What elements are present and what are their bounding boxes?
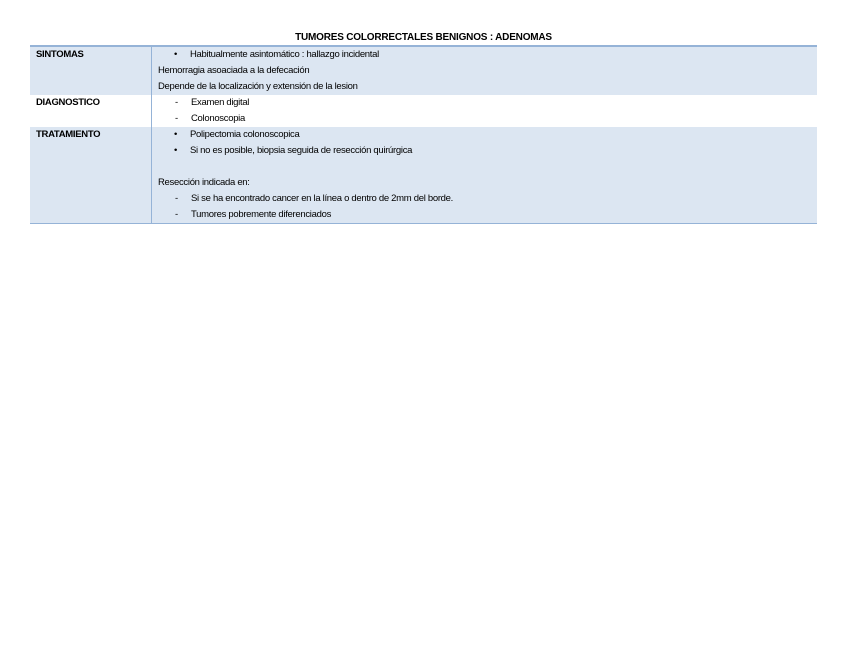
row-content-sintomas: [152, 46, 818, 95]
dash-icon: -: [175, 113, 178, 124]
table-row-sintomas: [30, 46, 817, 95]
dash-icon: -: [175, 97, 178, 108]
list-item: [158, 127, 817, 143]
list-item-text: Si se ha encontrado cancer en la línea o dentro de 2mm del borde.: [191, 193, 453, 204]
list-item: [158, 191, 817, 207]
document-title: TUMORES COLORRECTALES BENIGNOS : ADENOMAS: [295, 32, 552, 43]
list-item-text: Examen digital: [191, 97, 250, 108]
row-label-sintomas: SINTOMAS: [30, 46, 152, 95]
blank-line: [158, 159, 817, 175]
bullet-icon: •: [174, 145, 178, 156]
dash-icon: -: [175, 193, 178, 204]
subheading: Resección indicada en:: [158, 177, 250, 188]
list-item-text: Colonoscopia: [191, 113, 245, 124]
bullet-icon: •: [174, 129, 178, 140]
list-item: [158, 143, 817, 159]
bullet-icon: •: [174, 49, 178, 60]
list-item-text: Si no es posible, biopsia seguida de resección quirúrgica: [190, 145, 413, 156]
list-item-text: Polipectomia colonoscopica: [190, 129, 300, 140]
list-item: [158, 47, 817, 63]
list-item: [158, 95, 817, 111]
row-label-diagnostico: DIAGNOSTICO: [30, 95, 152, 127]
list-item-text: Tumores pobremente diferenciados: [191, 209, 332, 220]
row-content-tratamiento: [152, 127, 818, 224]
list-item: [158, 207, 817, 223]
list-item-text: Habitualmente asintomático : hallazgo incidental: [190, 49, 379, 60]
row-label-tratamiento: TRATAMIENTO: [30, 127, 152, 224]
text-line: Depende de la localización y extensión de la lesion: [158, 81, 358, 92]
table-row-tratamiento: [30, 127, 817, 224]
list-item: [158, 111, 817, 127]
row-content-diagnostico: [152, 95, 818, 127]
text-line: Hemorragia asoaciada a la defecación: [158, 65, 310, 76]
adenomas-table: [30, 45, 817, 224]
dash-icon: -: [175, 209, 178, 220]
table-row-diagnostico: [30, 95, 817, 127]
